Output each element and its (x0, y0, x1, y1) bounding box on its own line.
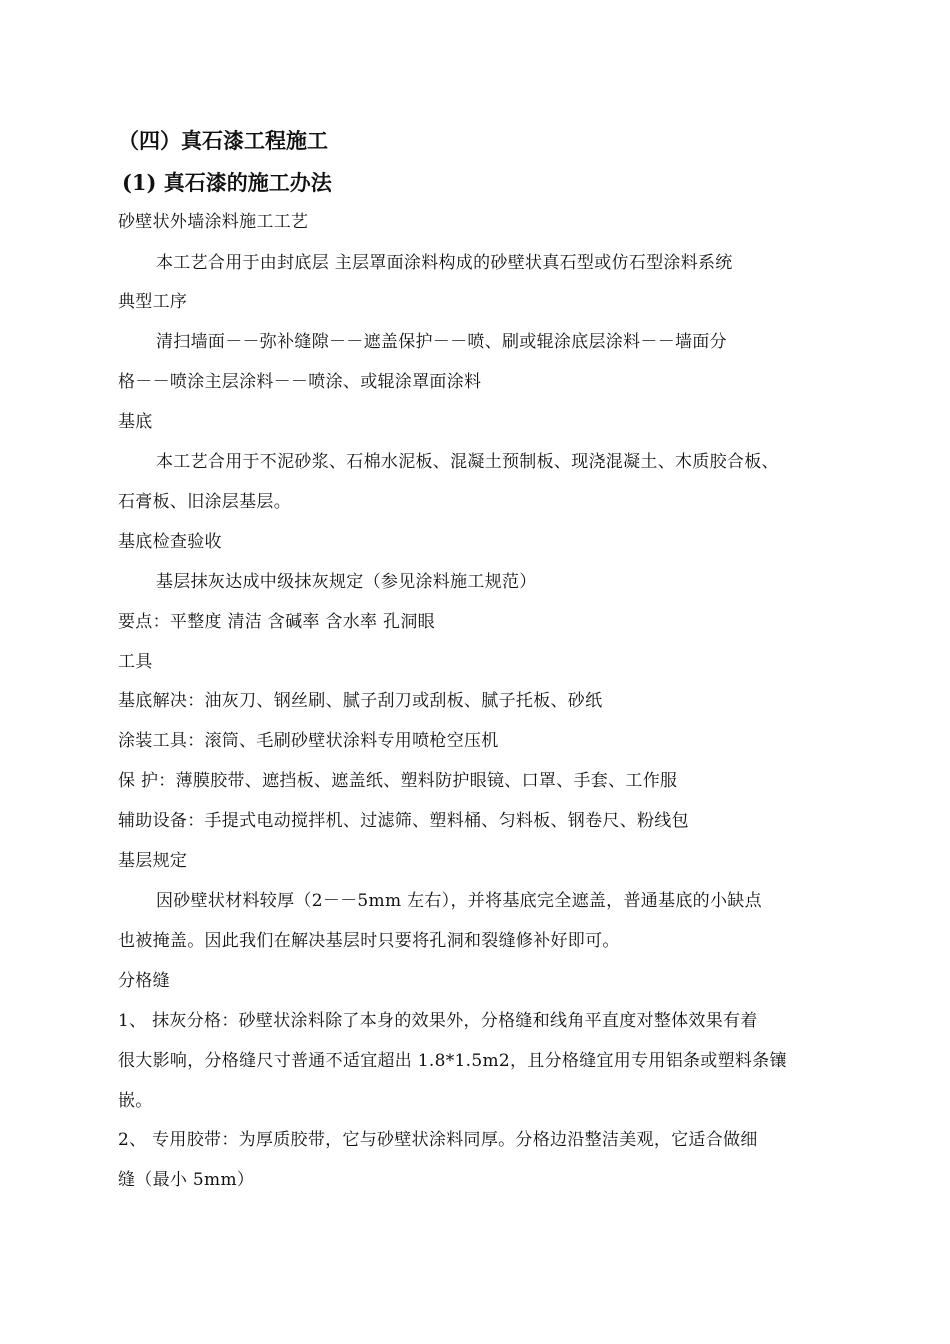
list-item-text: 嵌。 (118, 1091, 153, 1111)
list-item-text: 2、 专用胶带：为厚质胶带，它与砂壁状涂料同厚。分格边沿整洁美观，它适合做细 (118, 1130, 758, 1150)
paragraph-title: 砂壁状外墙涂料施工工艺 (118, 212, 309, 232)
paragraph-text: 本工艺合用于由封底层 主层罩面涂料构成的砂壁状真石型或仿石型涂料系统 (156, 253, 733, 273)
section-heading: （四）真石漆工程施工 (118, 128, 328, 153)
paragraph-text: 保 护：薄膜胶带、遮挡板、遮盖纸、塑料防护眼镜、口罩、手套、工作服 (118, 771, 678, 791)
paragraph-text: 辅助设备：手提式电动搅拌机、过滤筛、塑料桶、匀料板、钢卷尺、粉线包 (118, 811, 689, 831)
paragraph-title: 工具 (118, 652, 153, 672)
paragraph-text: 本工艺合用于不泥砂浆、石棉水泥板、混凝土预制板、现浇混凝土、木质胶合板、 (156, 452, 779, 472)
paragraph-text: 要点：平整度 清洁 含碱率 含水率 孔洞眼 (118, 612, 435, 632)
paragraph-title: 基层规定 (118, 851, 188, 871)
paragraph-title: 基底检查验收 (118, 532, 222, 552)
paragraph-title: 基底 (118, 412, 153, 432)
paragraph-title: 典型工序 (118, 292, 188, 312)
paragraph-text: 清扫墙面－－弥补缝隙－－遮盖保护－－喷、刷或辊涂底层涂料－－墙面分 (156, 332, 727, 352)
paragraph-text: 因砂壁状材料较厚（2－－5mm 左右），并将基底完全遮盖，普通基底的小缺点 (156, 891, 762, 911)
paragraph-text: 基层抹灰达成中级抹灰规定（参见涂料施工规范） (156, 572, 537, 592)
paragraph-text: 基底解决：油灰刀、钢丝刷、腻子刮刀或刮板、腻子托板、砂纸 (118, 691, 603, 711)
paragraph-title: 分格缝 (118, 971, 170, 991)
paragraph-text: 石膏板、旧涂层基层。 (118, 492, 291, 512)
list-item-text: 很大影响，分格缝尺寸普通不适宜超出 1.8*1.5m2，且分格缝宜用专用铝条或塑料条镶 (118, 1051, 787, 1071)
paragraph-text: 也被掩盖。因此我们在解决基层时只要将孔洞和裂缝修补好即可。 (118, 931, 620, 951)
paragraph-text: 涂装工具：滚筒、毛刷砂壁状涂料专用喷枪空压机 (118, 731, 499, 751)
paragraph-text: 格－－喷涂主层涂料－－喷涂、或辊涂罩面涂料 (118, 372, 482, 392)
subsection-heading: (1) 真石漆的施工办法 (122, 170, 332, 195)
list-item-text: 1、 抹灰分格：砂壁状涂料除了本身的效果外，分格缝和线角平直度对整体效果有着 (118, 1011, 758, 1031)
list-item-text: 缝（最小 5mm） (118, 1170, 255, 1190)
